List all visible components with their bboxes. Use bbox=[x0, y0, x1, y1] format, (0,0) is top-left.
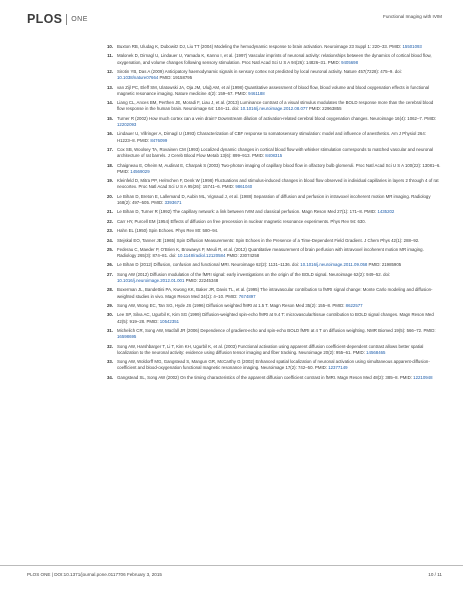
reference-item bbox=[106, 343, 442, 356]
reference-item bbox=[106, 68, 442, 81]
logo-text: PLOS bbox=[27, 12, 63, 26]
reference-number: 26. bbox=[106, 262, 113, 268]
reference-text: Sirotin YB, Das A (2009) Anticipatory haemodynamic signals in sensory cortex not predicted by local neuronal activity. Nature 457(7228): 475–9. doi: bbox=[117, 68, 402, 74]
reference-item bbox=[106, 100, 442, 112]
reference-number: 12. bbox=[106, 68, 113, 74]
reference-pmid: PMID: 22245348 bbox=[184, 278, 219, 284]
reference-number: 24. bbox=[106, 237, 113, 243]
reference-item bbox=[106, 115, 442, 128]
reference-item bbox=[106, 374, 442, 381]
reference-link[interactable]: 7674897 bbox=[238, 293, 256, 299]
reference-item bbox=[106, 287, 442, 299]
reference-text: Chaigneau E, Oheim M, Audinat E, Charpak S (2003) Two-photon imaging of capillary blood flow in olfactory bulb glomeruli. Proc Natl Acad Sci U S A 100(22): 13081–6. PMID: bbox=[117, 162, 441, 174]
reference-number: 22. bbox=[106, 218, 113, 224]
page-footer bbox=[0, 565, 463, 586]
reference-link[interactable]: 9405698 bbox=[341, 59, 358, 65]
reference-link[interactable]: 3393671 bbox=[164, 199, 182, 205]
reference-pmid: PMID: 22963855 bbox=[307, 106, 342, 112]
reference-pmid: PMID: 19158795 bbox=[158, 75, 193, 81]
reference-item bbox=[106, 218, 442, 225]
reference-number: 10. bbox=[106, 44, 113, 49]
reference-link[interactable]: 12377149 bbox=[328, 365, 348, 371]
reference-item bbox=[106, 84, 442, 97]
reference-number: 34. bbox=[106, 374, 113, 380]
reference-link[interactable]: 14569029 bbox=[130, 168, 150, 174]
reference-number: 33. bbox=[106, 359, 113, 365]
reference-text: Stejskal EO, Tanner JE (1965) Spin Diffusion Measurements: Spin Echoes in the Presence of a Time-Dependent Field Gradient. J Chem Phys 42(1): 288–92. bbox=[117, 237, 420, 243]
reference-item bbox=[106, 228, 442, 234]
reference-text: Boxerman JL, Bandettini PA, Kwong KK, Baker JR, Davis TL, et al. (1995) The intravascular contribution to fMRI signal change: Monte Carlo modeling and diffusion-weighted studies in vivo. Magn Reson Med 34(1): 4–10. PMID: bbox=[117, 287, 433, 299]
reference-text: Gangstead SL, Song AW (2002) On the timing characteristics of the apparent diffusion coefficient contrast in fMRI. Magn Reson Med 48(2): 385–8. PMID: bbox=[117, 374, 414, 380]
reference-link[interactable]: 14568465 bbox=[366, 349, 386, 355]
reference-link[interactable]: 1435202 bbox=[377, 209, 395, 215]
reference-link[interactable]: 10.1038/nature07664 bbox=[117, 75, 159, 81]
reference-text: Le Bihan D (2012) Diffusion, confusion and functional MRI. Neuroimage 62(2): 1131–1136. doi: bbox=[117, 262, 301, 268]
reference-item bbox=[106, 271, 442, 284]
reference-number: 32. bbox=[106, 343, 113, 349]
reference-text: Song AW, Harshbarger T, Li T, Kim KH, Ugurbil K, et al. (2003) Functional activation using apparent diffusion coefficient-dependent contrast allows better spatial localization to the neuronal activity: evidence using diffusion tensor imaging and fiber tracking. Neuroimage 20(2): 955–61. PMID: bbox=[117, 343, 424, 355]
footer-citation: PLOS ONE | DOI:10.1371/journal.pone.0117706 February 3, 2015 bbox=[27, 572, 162, 577]
reference-pmid: PMID: 23074258 bbox=[225, 253, 260, 259]
reference-item bbox=[107, 53, 442, 65]
reference-number: 20. bbox=[106, 193, 113, 199]
reference-number: 21. bbox=[106, 209, 113, 215]
reference-item bbox=[106, 193, 442, 206]
reference-item bbox=[106, 312, 442, 324]
reference-text: Lee SP, Silva AC, Ugurbil K, Kim SG (1999) Diffusion-weighted spin-echo fMRI at 9.4 T: microvascular/tissue contribution to BOLD signal changes. Magn Reson Med 42(5): 919–28. PMID: bbox=[117, 312, 434, 324]
reference-number: 15. bbox=[106, 115, 113, 121]
reference-text: Carr HY, Purcell EM (1954) Effects of diffusion on free precession in nuclear magnetic resonance experiments. Phys Rev 94: 630. bbox=[117, 218, 366, 224]
reference-link[interactable]: 10.1016/j.neuroimage.2012.08.077 bbox=[240, 106, 308, 112]
reference-number: 27. bbox=[106, 271, 113, 277]
reference-number: 17. bbox=[106, 146, 113, 152]
reference-number: 18. bbox=[106, 162, 113, 168]
logo-divider bbox=[66, 14, 67, 25]
reference-link[interactable]: 16598695 bbox=[117, 334, 137, 340]
reference-link[interactable]: 10.1016/j.neuroimage.2011.09.058 bbox=[300, 262, 368, 268]
reference-link[interactable]: 10.1016/j.neuroimage.2012.01.001 bbox=[117, 278, 185, 284]
reference-item bbox=[106, 209, 442, 215]
reference-link[interactable]: 12210948 bbox=[413, 374, 433, 380]
reference-text: Turner R (2002) How much cortex can a vein drain? Downstream dilution of activation-related cerebral blood oxygenation changes. Neuroimage 16(4): 1062–7. PMID: bbox=[117, 115, 437, 121]
reference-number: 11. bbox=[107, 53, 113, 59]
reference-text: Le Bihan D, Turner R (1992) The capillary network: a link between IVIM and classical perfusion. Magn Reson Med 27(1): 171–8. PMID: bbox=[117, 209, 378, 215]
reference-number: 16. bbox=[106, 131, 113, 137]
reference-text: Hahn EL (1950) Spin Echoes. Phys Rev 80: 580–94. bbox=[117, 228, 219, 234]
reference-link[interactable]: 8408315 bbox=[265, 153, 283, 159]
reference-link[interactable]: 10542351 bbox=[159, 318, 180, 324]
reference-text: Michelich CR, Song AW, Macfall JR (2006) Dependence of gradient-echo and spin-echo BOLD fMRI at 4 T on diffusion weighting. NMR Biomed 19(5): 566–72. PMID: bbox=[117, 328, 436, 334]
reference-item bbox=[106, 162, 442, 175]
reference-pmid: PMID: 21985905 bbox=[367, 262, 402, 268]
reference-link[interactable]: 8476099 bbox=[150, 137, 168, 143]
reference-item bbox=[106, 262, 442, 268]
reference-item bbox=[106, 246, 442, 259]
reference-text: Song AW, Wong EC, Tan SG, Hyde JS (1996) Diffusion weighted fMRI at 1.5 T. Magn Reson Med 35(2): 155–8. PMID: bbox=[117, 303, 346, 309]
reference-text: Cox SB, Woolsey TA, Rovainen CM (1993) Localized dynamic changes in cortical blood flow with whisker stimulation corresponds to matched vascular and neuronal architecture of rat barrels. J Cereb Blood Flow Metab 13(6): 899–913. PMID: bbox=[117, 146, 434, 159]
reference-item bbox=[106, 44, 442, 50]
reference-text: Lindauer U, Villringer A, Dirnagl U (1993) Characterization of CBF response to somatosensory stimulation: model and influence of anesthetics. Am J Physiol 264: H1223–8. PMID: bbox=[117, 131, 426, 143]
plos-one-logo bbox=[27, 12, 88, 26]
logo-subtitle: ONE bbox=[71, 15, 88, 23]
reference-item bbox=[106, 303, 442, 309]
reference-number: 28. bbox=[106, 287, 113, 293]
reference-number: 13. bbox=[106, 84, 113, 90]
reference-text: Song AW (2012) Diffusion modulation of the fMRI signal: early investigations on the origin of the BOLD signal. Neuroimage 62(2): 949–52. doi: bbox=[117, 271, 391, 277]
page-header bbox=[0, 0, 463, 40]
reference-item bbox=[106, 328, 442, 340]
reference-link[interactable]: 9461188 bbox=[248, 90, 265, 96]
reference-item bbox=[106, 146, 442, 159]
reference-item bbox=[106, 359, 442, 371]
reference-number: 23. bbox=[106, 228, 113, 234]
reference-link[interactable]: 15501093 bbox=[402, 44, 422, 49]
reference-link[interactable]: 10.1148/radiol.12120584 bbox=[177, 253, 226, 259]
running-title: Functional Imaging with IVIM bbox=[383, 14, 442, 19]
reference-list bbox=[106, 44, 442, 384]
reference-text: Liang CL, Ances BM, Perthen JE, Moradi F, Liau J, et al. (2013) Luminance contrast of a visual stimulus modulates the BOLD response more than the cerebral blood flow response in the human brain. Neuroimage 64: 104–11. doi: bbox=[117, 100, 434, 112]
reference-link[interactable]: 12202093 bbox=[117, 121, 137, 127]
reference-number: 30. bbox=[106, 312, 113, 318]
reference-text: Federau C, Maeder P, O'Brien K, Browaeys P, Meuli R, et al. (2012) Quantitative measurement of brain perfusion with intravoxel incoherent motion MR imaging. Radiology 265(3): 874–81. doi: bbox=[117, 246, 424, 259]
reference-text: Malonek D, Dirnagl U, Lindauer U, Yamada K, Kanno I, et al. (1997) Vascular imprints of neuronal activity: relationships between the dynamics of cortical blood flow, oxygenation, and volume changes following sensory stimulation. Proc Natl Acad Sci U S A 94(26): 14826–31. PMID: bbox=[117, 53, 432, 65]
reference-item bbox=[106, 131, 442, 143]
reference-number: 29. bbox=[106, 303, 113, 309]
reference-number: 14. bbox=[106, 100, 113, 106]
reference-text: Le Bihan D, Breton E, Lallemand D, Aubin ML, Vignaud J, et al. (1988) Separation of diffusion and perfusion in intravoxel incoherent motion MR imaging. Radiology 168(2): 497–505. PMID: bbox=[117, 193, 431, 205]
reference-text: Buxton RB, Uludag K, Dubowitz DJ, Liu TT (2004) Modeling the hemodynamic response to brain activation. Neuroimage 23 Suppl 1: 220–33. PMID: bbox=[117, 44, 403, 49]
reference-item bbox=[106, 237, 442, 244]
reference-text: Song AW, Woldorff MG, Gangstead S, Mangun GR, McCarthy G (2002) Enhanced spatial localization of neuronal activation using simultaneous apparent-diffusion-coefficient and blood-oxygenation functional magnetic resonance imaging. Neuroimage 17(2): 742–50. PMID: bbox=[117, 359, 430, 371]
reference-text: Kleinfeld D, Mitra PP, Helmchen F, Denk W (1998) Fluctuations and stimulus-induced changes in blood flow observed in individual capillaries in layers 2 through 4 of rat neocortex. Proc Natl Acad Sci U S A 95(26): 15741–6. PMID: bbox=[117, 178, 439, 190]
reference-link[interactable]: 8622577 bbox=[345, 303, 363, 309]
page-number: 10 / 11 bbox=[428, 572, 442, 577]
reference-number: 31. bbox=[106, 328, 113, 334]
reference-item bbox=[106, 178, 442, 190]
reference-number: 25. bbox=[106, 246, 113, 252]
reference-number: 19. bbox=[106, 178, 113, 184]
reference-text: van Zijl PC, Eleff SM, Ulatowski JA, Oja JM, Uluğ AM, et al (1998) Quantitative assessment of blood flow, blood volume and blood oxygenation effects in functional magnetic resonance imaging. Nature medicine 4(2): 159–67. PMID: bbox=[117, 84, 430, 96]
reference-link[interactable]: 9861040 bbox=[235, 184, 253, 190]
